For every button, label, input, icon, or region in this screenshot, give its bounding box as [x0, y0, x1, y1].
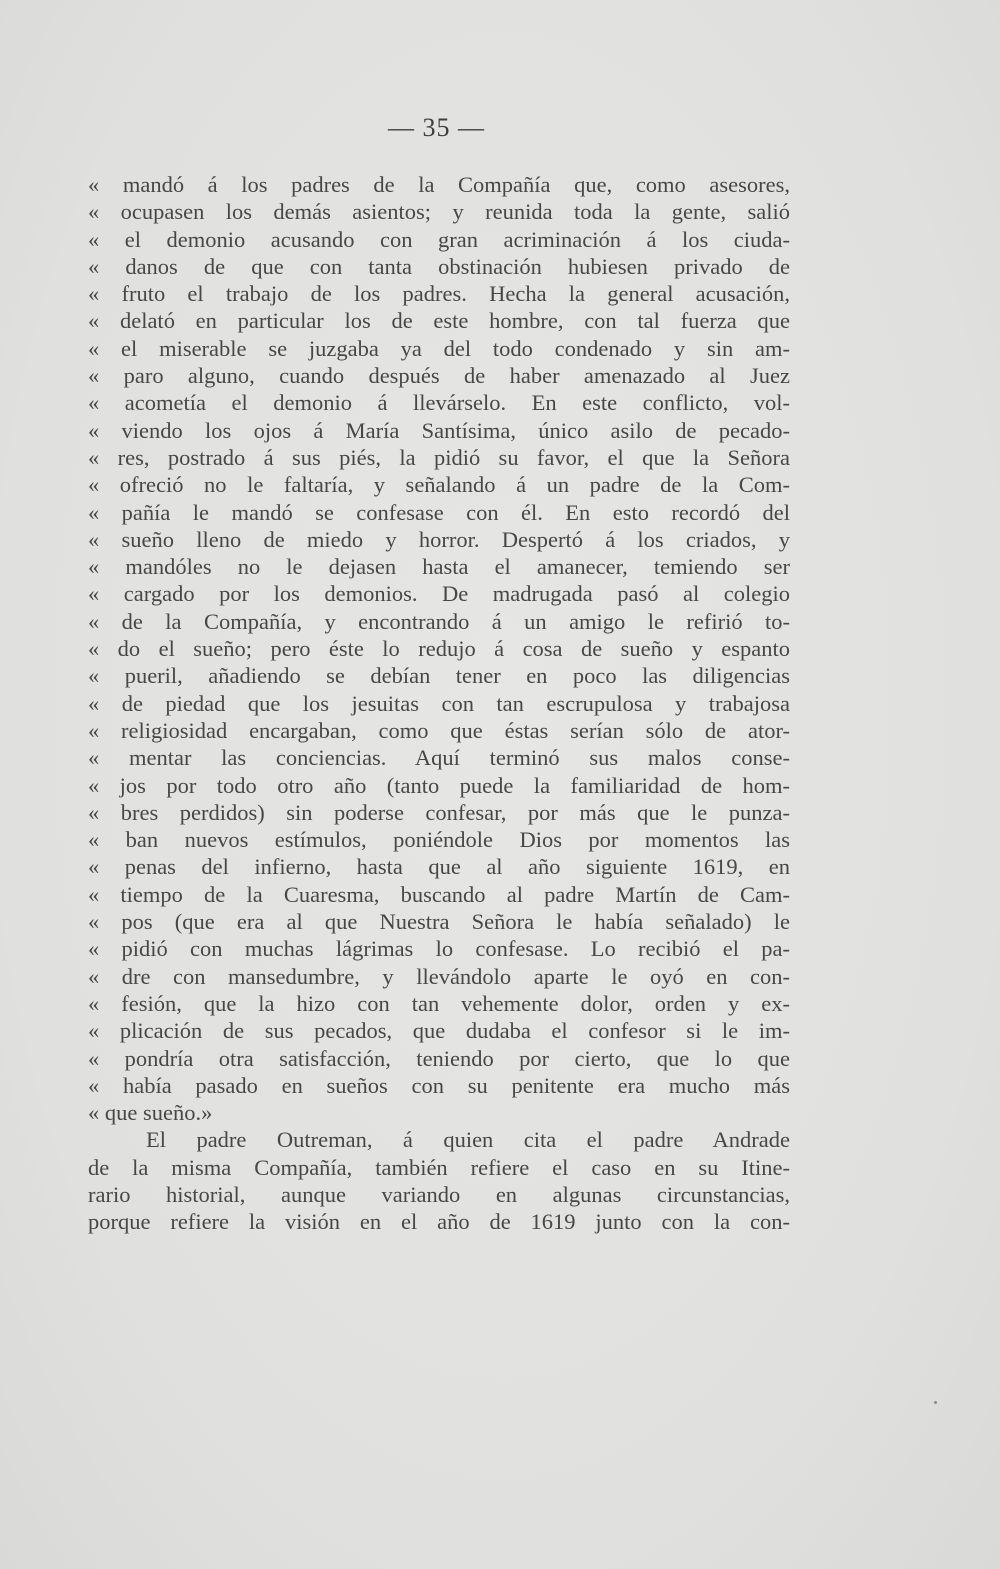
text-line: « pos (que era al que Nuestra Señora le había señalado) le: [88, 909, 790, 935]
text-line: « delató en particular los de este hombre, con tal fuerza que: [88, 308, 790, 334]
text-line: « danos de que con tanta obstinación hubiesen privado de: [88, 253, 790, 279]
text-line: rario historial, aunque variando en algunas circunstancias,: [88, 1181, 790, 1207]
text-line: « bres perdidos) sin poderse confesar, por más que le punza-: [88, 799, 790, 825]
text-line: « que sueño.»: [88, 1100, 213, 1126]
text-line: « mandó á los padres de la Compañía que, como asesores,: [88, 172, 790, 197]
text-line: « ofreció no le faltaría, y señalando á un padre de la Com-: [88, 472, 790, 498]
text-line: « cargado por los demonios. De madrugada pasó al colegio: [88, 581, 790, 607]
text-line: « plicación de sus pecados, que dudaba el confesor si le im-: [88, 1018, 790, 1044]
text-line: « paro alguno, cuando después de haber amenazado al Juez: [88, 363, 790, 389]
text-line: « fruto el trabajo de los padres. Hecha la general acusación,: [88, 281, 790, 307]
text-line: « jos por todo otro año (tanto puede la familiaridad de hom-: [88, 772, 790, 798]
text-line: porque refiere la visión en el año de 1619 junto con la con-: [88, 1209, 790, 1235]
paper-speck: [934, 1401, 937, 1404]
body-text: [88, 171, 790, 1236]
text-line: « religiosidad encargaban, como que éstas serían sólo de ator-: [88, 717, 790, 743]
text-line: « mentar las conciencias. Aquí terminó sus malos conse-: [88, 745, 790, 771]
text-line: « pueril, añadiendo se debían tener en poco las diligencias: [88, 663, 790, 689]
text-line: « do el sueño; pero éste lo redujo á cosa de sueño y espanto: [88, 636, 790, 662]
text-line: « pidió con muchas lágrimas lo confesase. Lo recibió el pa-: [88, 936, 790, 962]
text-line: de la misma Compañía, también refiere el caso en su Itine-: [88, 1154, 790, 1180]
text-line: « fesión, que la hizo con tan vehemente dolor, orden y ex-: [88, 990, 790, 1016]
text-line: « dre con mansedumbre, y llevándolo aparte le oyó en con-: [88, 963, 790, 989]
text-line: « acometía el demonio á llevárselo. En este conflicto, vol-: [88, 390, 790, 416]
page-number: — 35 —: [388, 113, 485, 142]
text-line: « ocupasen los demás asientos; y reunida toda la gente, salió: [88, 199, 790, 225]
text-line: « viendo los ojos á María Santísima, único asilo de pecado-: [88, 417, 790, 443]
text-line: « el miserable se juzgaba ya del todo condenado y sin am-: [88, 335, 790, 361]
text-line: « de piedad que los jesuitas con tan escrupulosa y trabajosa: [88, 690, 790, 716]
text-line: « tiempo de la Cuaresma, buscando al padre Martín de Cam-: [88, 881, 790, 907]
text-line: « el demonio acusando con gran acriminación á los ciuda-: [88, 226, 790, 252]
text-line: « penas del infierno, hasta que al año siguiente 1619, en: [88, 854, 790, 880]
text-line: « de la Compañía, y encontrando á un amigo le refirió to-: [88, 608, 790, 634]
text-line: « pañía le mandó se confesase con él. En esto recordó del: [88, 499, 790, 525]
paragraph-first-line: El padre Outreman, á quien cita el padre Andrade: [146, 1127, 790, 1153]
text-line: « sueño lleno de miedo y horror. Despertó á los criados, y: [88, 526, 790, 552]
text-line: « ban nuevos estímulos, poniéndole Dios por momentos las: [88, 827, 790, 853]
text-line: « mandóles no le dejasen hasta el amanecer, temiendo ser: [88, 554, 790, 580]
text-line: « había pasado en sueños con su penitente era mucho más: [88, 1072, 790, 1098]
text-line: « res, postrado á sus piés, la pidió su favor, el que la Señora: [88, 444, 790, 470]
text-line: « pondría otra satisfacción, teniendo por cierto, que lo que: [88, 1045, 790, 1071]
